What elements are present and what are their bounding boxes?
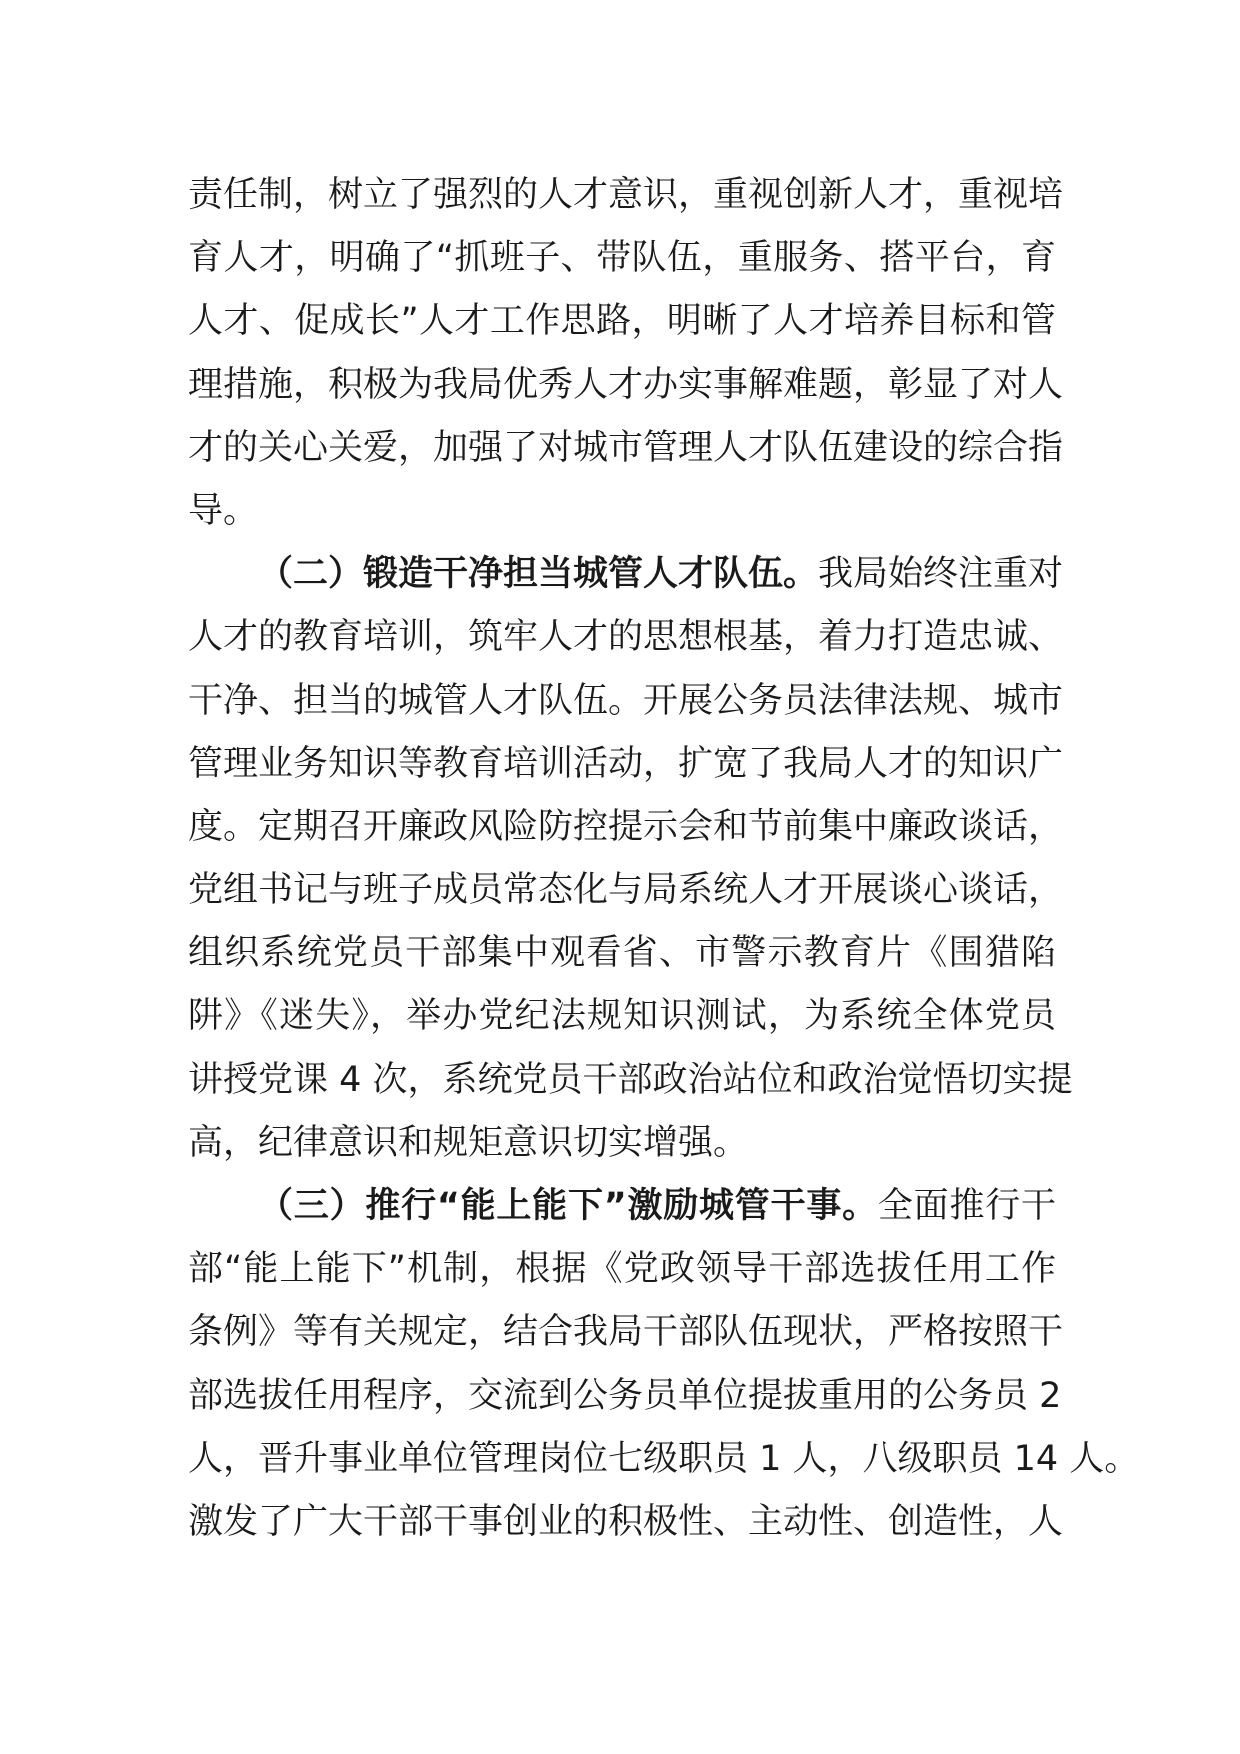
section-heading: （二）锻造干净担当城管人才队伍。 [258, 554, 819, 595]
text-run: 我局始终注重对 [818, 554, 1064, 595]
text-line: 组织系统党员干部集中观看省、市警示教育片《围猎陷 [188, 933, 1056, 974]
text-line: 干净、担当的城管人才队伍。开展公务员法律法规、城市 [188, 680, 1064, 721]
section-heading-line [188, 543, 1064, 606]
section-heading-line [188, 1175, 1056, 1238]
text-line: 讲授党课 4 次，系统党员干部政治站位和政治觉悟切实提 [188, 1059, 1073, 1100]
section-heading: （三）推行“能上能下”激励城管干事。 [258, 1186, 878, 1226]
text-line: 部“能上能下”机制，根据《党政领导干部选拔任用工作 [188, 1249, 1056, 1290]
text-line: 激发了广大干部干事创业的积极性、主动性、创造性，人 [188, 1501, 1064, 1542]
text-line: 部选拔任用程序，交流到公务员单位提拔重用的公务员 2 [188, 1375, 1062, 1416]
text-line: 才的关心关爱，加强了对城市管理人才队伍建设的综合指 [188, 427, 1064, 468]
text-line: 理措施，积极为我局优秀人才办实事解难题，彰显了对人 [188, 364, 1064, 405]
text-line: 导。 [188, 490, 259, 531]
text-line: 人才的教育培训，筑牢人才的思想根基，着力打造忠诚、 [188, 617, 1064, 658]
text-line: 育人才，明确了“抓班子、带队伍，重服务、搭平台，育 [188, 238, 1056, 279]
text-line: 阱》《迷失》，举办党纪法规知识测试，为系统全体党员 [188, 996, 1056, 1037]
text-line: 管理业务知识等教育培训活动，扩宽了我局人才的知识广 [188, 743, 1064, 784]
document-body [188, 164, 1140, 1554]
text-run: 全面推行干 [877, 1186, 1056, 1226]
paragraph-talent-awareness [188, 164, 1064, 543]
text-line: 人才、促成长”人才工作思路，明晰了人才培养目标和管 [188, 301, 1056, 342]
text-line: 条例》等有关规定，结合我局干部队伍现状，严格按照干 [188, 1312, 1064, 1353]
paragraph-section-three [188, 1175, 1140, 1554]
text-line: 度。定期召开廉政风险防控提示会和节前集中廉政谈话， [188, 806, 1064, 847]
text-line: 党组书记与班子成员常态化与局系统人才开展谈心谈话， [188, 870, 1064, 911]
text-line: 高，纪律意识和规矩意识切实增强。 [188, 1122, 749, 1163]
paragraph-section-two [188, 543, 1073, 1175]
text-line: 责任制，树立了强烈的人才意识，重视创新人才，重视培 [188, 175, 1064, 215]
text-line: 人，晋升事业单位管理岗位七级职员 1 人，八级职员 14 人。 [188, 1438, 1140, 1479]
